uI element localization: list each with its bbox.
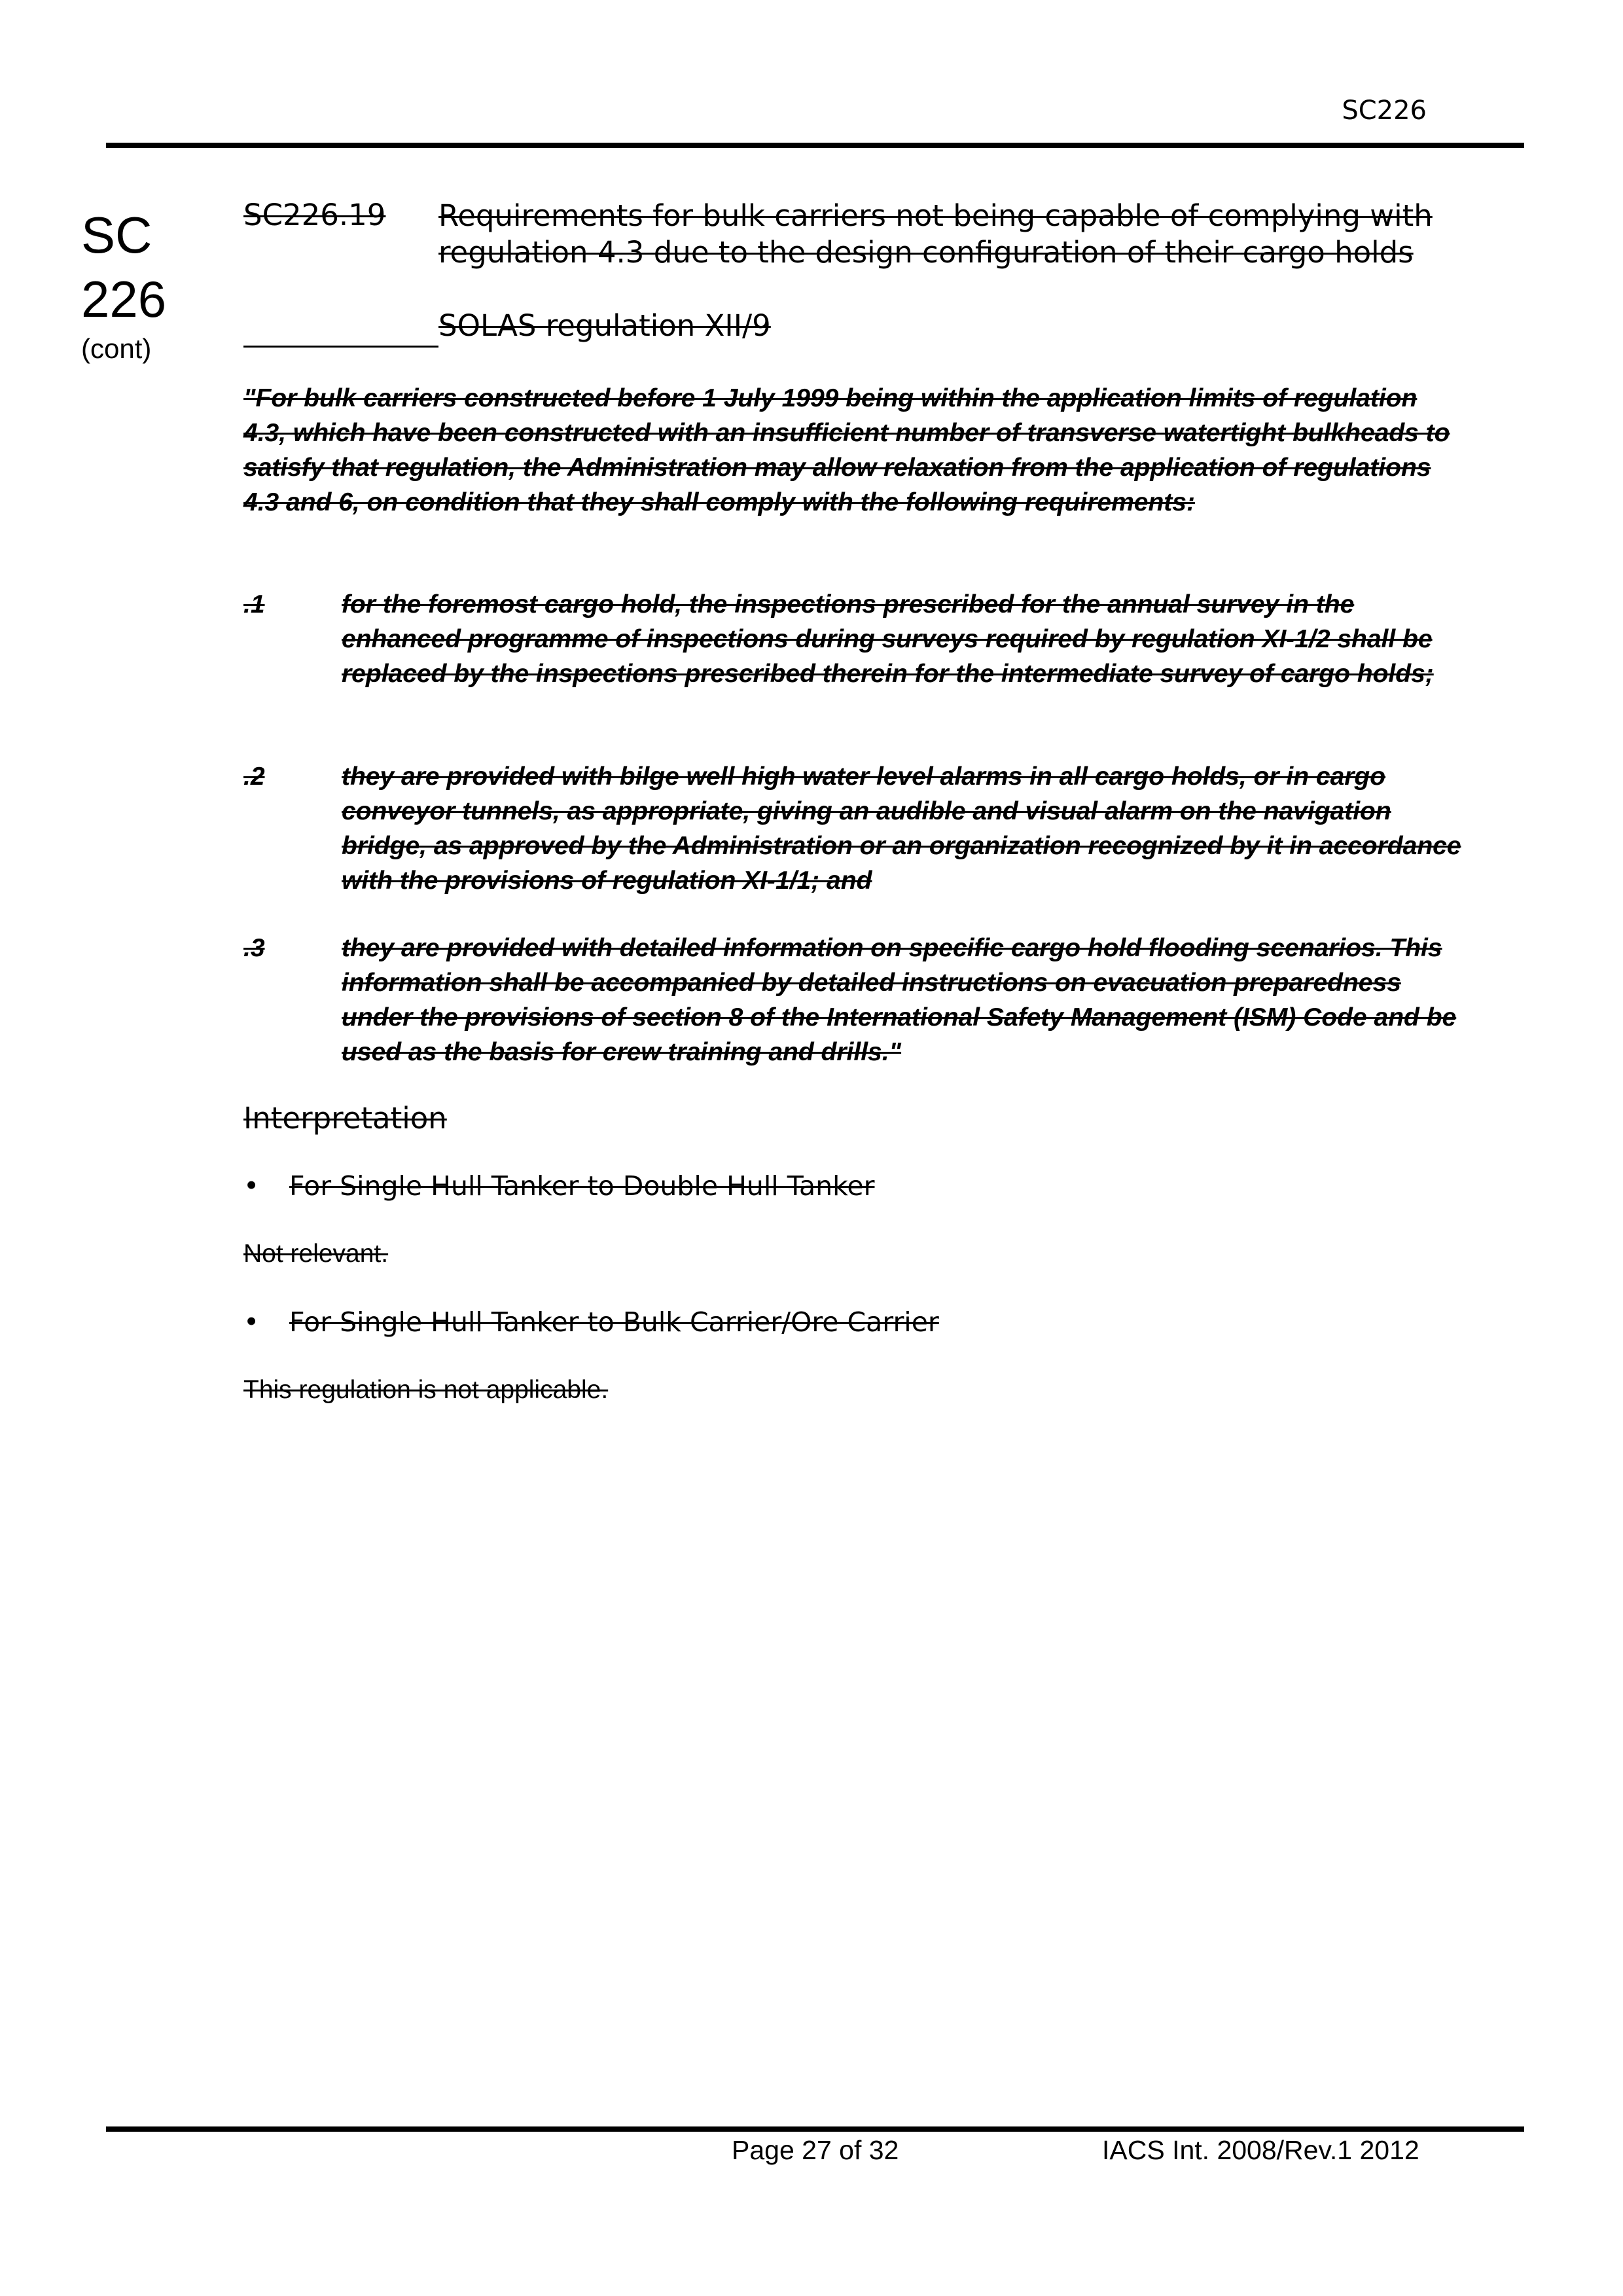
quote-intro: "For bulk carriers constructed before 1 July 1999 being within the application limits of regulation 4.3, which have been constructed with an insufficient number of transverse watertight bulkheads to satisfy that regulation, the Administration may allow relaxation from the application of regulations 4.3 and 6, on condition that they shall comply with the following requirements: — [243, 384, 1450, 516]
bullet-icon: • — [243, 1306, 260, 1338]
requirement-text: they are provided with detailed information on specific cargo hold flooding scenarios. This information shall be accompanied by detailed instructions on evacuation preparedness under the provisions of section 8 of the International Safety Management (ISM) Code and be used as the basis for crew training and drills." — [342, 934, 1457, 1066]
interpretation-heading: Interpretation — [243, 1101, 447, 1136]
requirement-text: for the foremost cargo hold, the inspections prescribed for the annual survey in the enhanced programme of inspections during surveys required by regulation XI-1/2 shall be replaced by the inspections prescribed therein for the intermediate survey of cargo holds; — [342, 590, 1434, 688]
requirement-number: .3 — [243, 934, 265, 962]
section-number: SC226.19 — [243, 198, 386, 232]
section-reference-rule — [243, 346, 438, 348]
interpretation-case-heading — [243, 1170, 874, 1202]
interpretation-case-note: Not relevant. — [243, 1240, 389, 1268]
requirement-number: .1 — [243, 590, 265, 619]
interpretation-case-heading — [243, 1306, 939, 1338]
section-reference: SOLAS regulation XII/9 — [438, 308, 771, 343]
case-heading-text: For Single Hull Tanker to Bulk Carrier/Ore Carrier — [289, 1306, 939, 1338]
sidebar-number: 226 — [81, 270, 167, 328]
bullet-icon: • — [243, 1170, 260, 1202]
page-number: Page 27 of 32 — [732, 2135, 899, 2165]
requirement-text: they are provided with bilge well high water level alarms in all cargo holds, or in cargo conveyor tunnels, as appropriate, giving an audible and visual alarm on the navigation bridge, as approved by the Administration or an organization recognized by it in accordance with the provisions of regulation XI-1/1; and — [342, 762, 1461, 895]
section-title: Requirements for bulk carriers not being capable of complying with regulation 4.3 due to the design configuration of their cargo holds — [438, 198, 1433, 270]
bottom-rule — [106, 2126, 1524, 2132]
sidebar-cont: (cont) — [81, 333, 152, 364]
top-rule — [106, 143, 1524, 148]
case-heading-text: For Single Hull Tanker to Double Hull Tanker — [289, 1170, 875, 1202]
interpretation-case-note: This regulation is not applicable. — [243, 1376, 609, 1404]
header-code: SC226 — [1342, 96, 1427, 126]
document-id: IACS Int. 2008/Rev.1 2012 — [1102, 2135, 1419, 2165]
sidebar-code: SC — [81, 206, 152, 264]
requirement-number: .2 — [243, 762, 265, 791]
